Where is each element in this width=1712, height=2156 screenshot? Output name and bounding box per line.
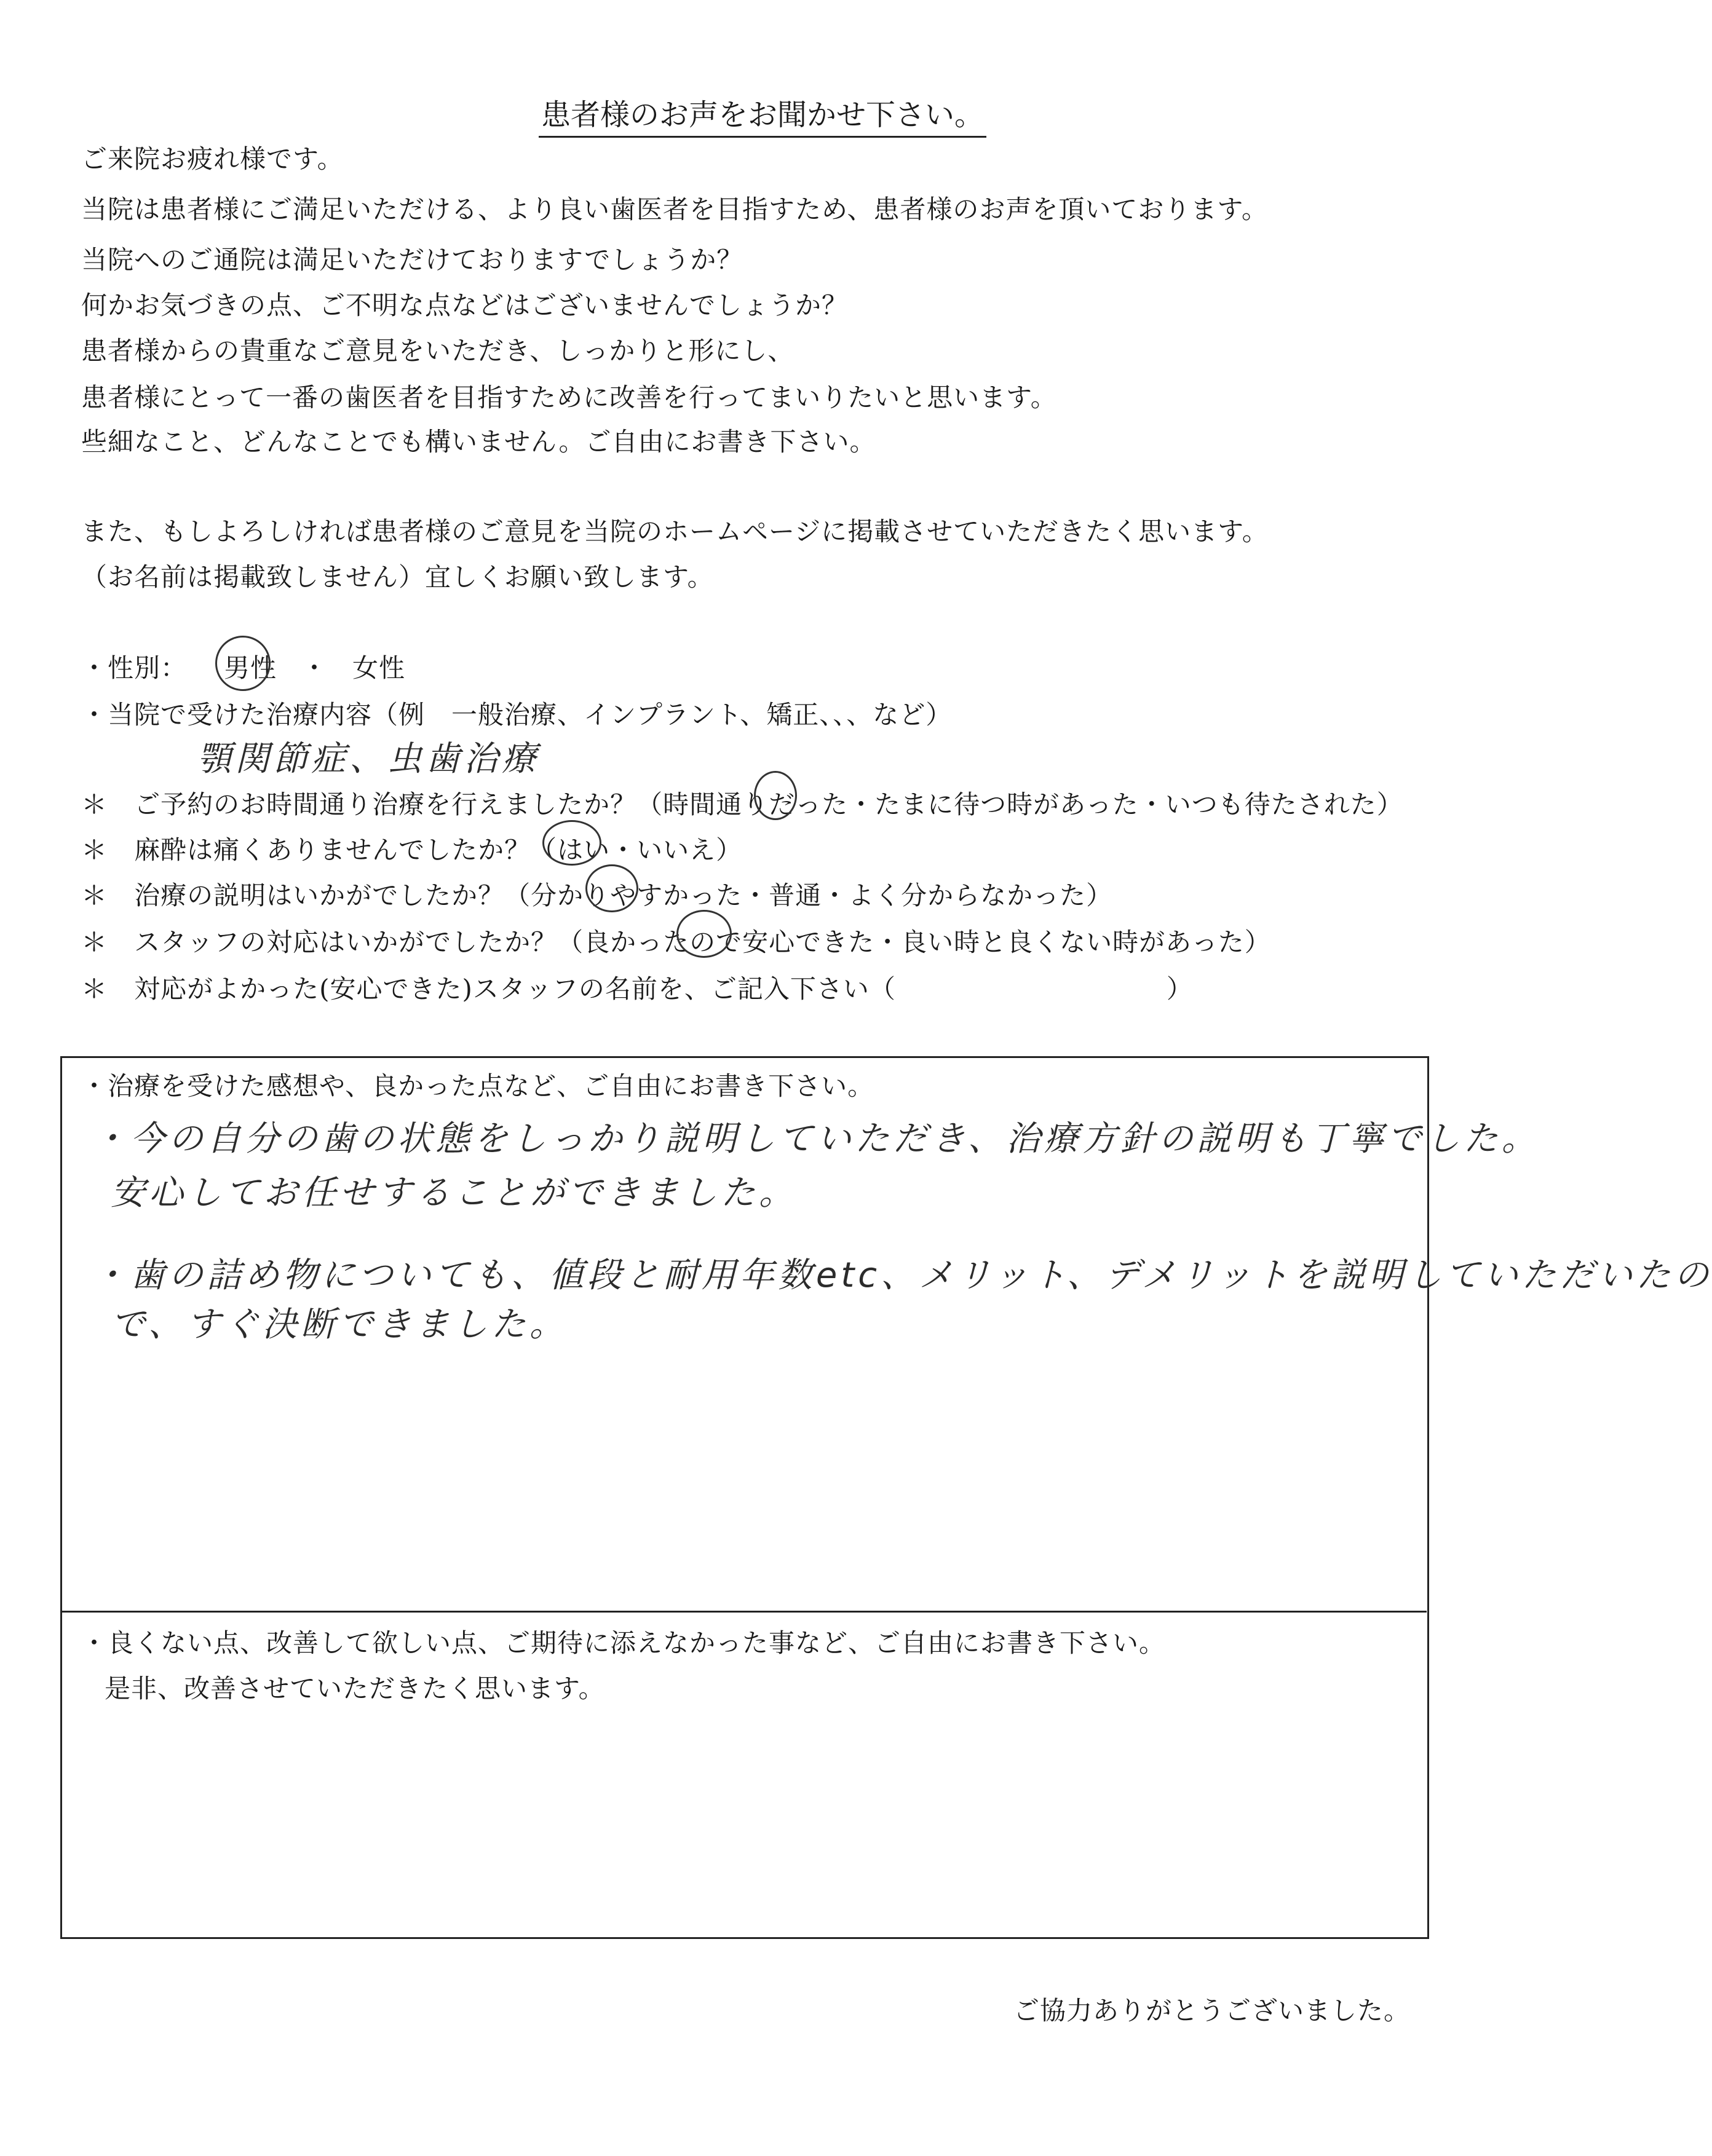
question-mark: ＊: [81, 880, 108, 910]
intro-line: 患者様にとって一番の歯医者を目指すために改善を行ってまいりたいと思います。: [81, 382, 1057, 413]
homepage-note: また、もしよろしければ患者様のご意見を当院のホームページに掲載させていただきたく思います。: [81, 516, 1269, 547]
answer-option[interactable]: 良かったので安心できた: [584, 927, 875, 957]
question-text: 対応がよかった(安心できた)スタッフの名前を、ご記入下さい（: [134, 974, 896, 1004]
option-separator: ・: [610, 835, 637, 865]
handwritten-feedback-line: ・今の自分の歯の状態をしっかり説明していただき、治療方針の説明も丁寧でした。: [92, 1119, 1540, 1159]
improvement-feedback-area[interactable]: [68, 1709, 1421, 1930]
question-mark: ＊: [81, 927, 108, 957]
question-mark: ＊: [81, 835, 108, 865]
question-text: 治療の説明はいかがでしたか？（: [134, 880, 531, 910]
homepage-note: （お名前は掲載致しません）宜しくお願い致します。: [81, 562, 714, 592]
selection-circle: [215, 636, 271, 691]
answer-option[interactable]: たまに待つ時があった: [874, 789, 1139, 819]
question-suffix: ）: [1376, 789, 1403, 819]
question-row: [81, 922, 1271, 959]
question-suffix: ）: [716, 835, 743, 865]
selection-circle: [542, 820, 601, 866]
question-suffix: ）: [1244, 927, 1271, 957]
answer-option[interactable]: はい: [557, 835, 611, 865]
question-suffix: ）: [1086, 880, 1113, 910]
option-separator: ・: [848, 789, 875, 819]
question-mark: ＊: [81, 789, 108, 819]
answer-option[interactable]: いいえ: [636, 835, 716, 865]
intro-line: 患者様からの貴重なご意見をいただき、しっかりと形にし、: [81, 336, 795, 366]
question-text: スタッフの対応はいかがでしたか？（: [134, 927, 584, 957]
gender-label: ・性別：: [81, 653, 188, 683]
question-text: ご予約のお時間通り治療を行えましたか？（: [134, 789, 664, 819]
intro-line: 当院へのご通院は満足いただけておりますでしょうか？: [81, 245, 743, 275]
option-separator: ・: [1138, 789, 1165, 819]
answer-option[interactable]: 普通: [769, 880, 822, 910]
intro-line: 何かお気づきの点、ご不明な点などはございませんでしょうか？: [81, 290, 849, 320]
treatment-answer-handwriting: 顎関節症、虫歯治療: [197, 739, 540, 779]
form-title: 患者様のお声をお聞かせ下さい。: [0, 91, 1525, 133]
gender-option-male[interactable]: 男性: [224, 653, 277, 683]
selection-circle: [754, 771, 797, 820]
box2-heading: ・良くない点、改善して欲しい点、ご期待に添えなかった事など、ご自由にお書き下さい。: [81, 1628, 1166, 1658]
selection-circle: [585, 864, 638, 912]
option-separator: ・: [742, 880, 769, 910]
answer-option[interactable]: よく分からなかった: [848, 880, 1087, 910]
handwritten-feedback-line: で、すぐ決断できました。: [111, 1305, 568, 1345]
question-mark: ＊: [81, 974, 108, 1004]
selection-circle: [676, 910, 732, 958]
intro-line: 当院は患者様にご満足いただける、より良い歯医者を目指すため、患者様のお声を頂いております。: [81, 194, 1268, 224]
question-text: 麻酔は痛くありませんでしたか？（: [134, 835, 558, 865]
box1-heading: ・治療を受けた感想や、良かった点など、ご自由にお書き下さい。: [81, 1071, 874, 1101]
handwritten-feedback-line: ・歯の詰め物についても、値段と耐用年数etc、メリット、デメリットを説明していただいたの: [92, 1255, 1712, 1295]
closing-text: ご協力ありがとうございました。: [1013, 1996, 1411, 2026]
question-suffix: ）: [1166, 974, 1193, 1004]
treatment-label: ・当院で受けた治療内容（例 一般治療、インプラント、矯正、、、など）: [81, 700, 953, 730]
question-row: [81, 784, 1403, 821]
answer-option[interactable]: 分かりやすかった: [531, 880, 743, 910]
box-divider: [61, 1611, 1427, 1613]
question-row: [81, 969, 1193, 1006]
gender-separator: ・: [301, 653, 328, 683]
answer-option[interactable]: いつも待たされた: [1165, 789, 1377, 819]
handwritten-feedback-line: 安心してお任せすることができました。: [111, 1173, 797, 1213]
question-row: [81, 830, 742, 867]
intro-line: ご来院お疲れ様です。: [81, 144, 344, 174]
gender-option-female[interactable]: 女性: [352, 653, 406, 683]
answer-option[interactable]: 時間通りだった: [663, 789, 849, 819]
option-separator: ・: [822, 880, 849, 910]
box2-subheading: 是非、改善させていただきたく思います。: [105, 1673, 605, 1704]
option-separator: ・: [874, 927, 902, 957]
answer-option[interactable]: 良い時と良くない時があった: [901, 927, 1245, 957]
intro-line: 些細なこと、どんなことでも構いません。ご自由にお書き下さい。: [81, 427, 876, 457]
